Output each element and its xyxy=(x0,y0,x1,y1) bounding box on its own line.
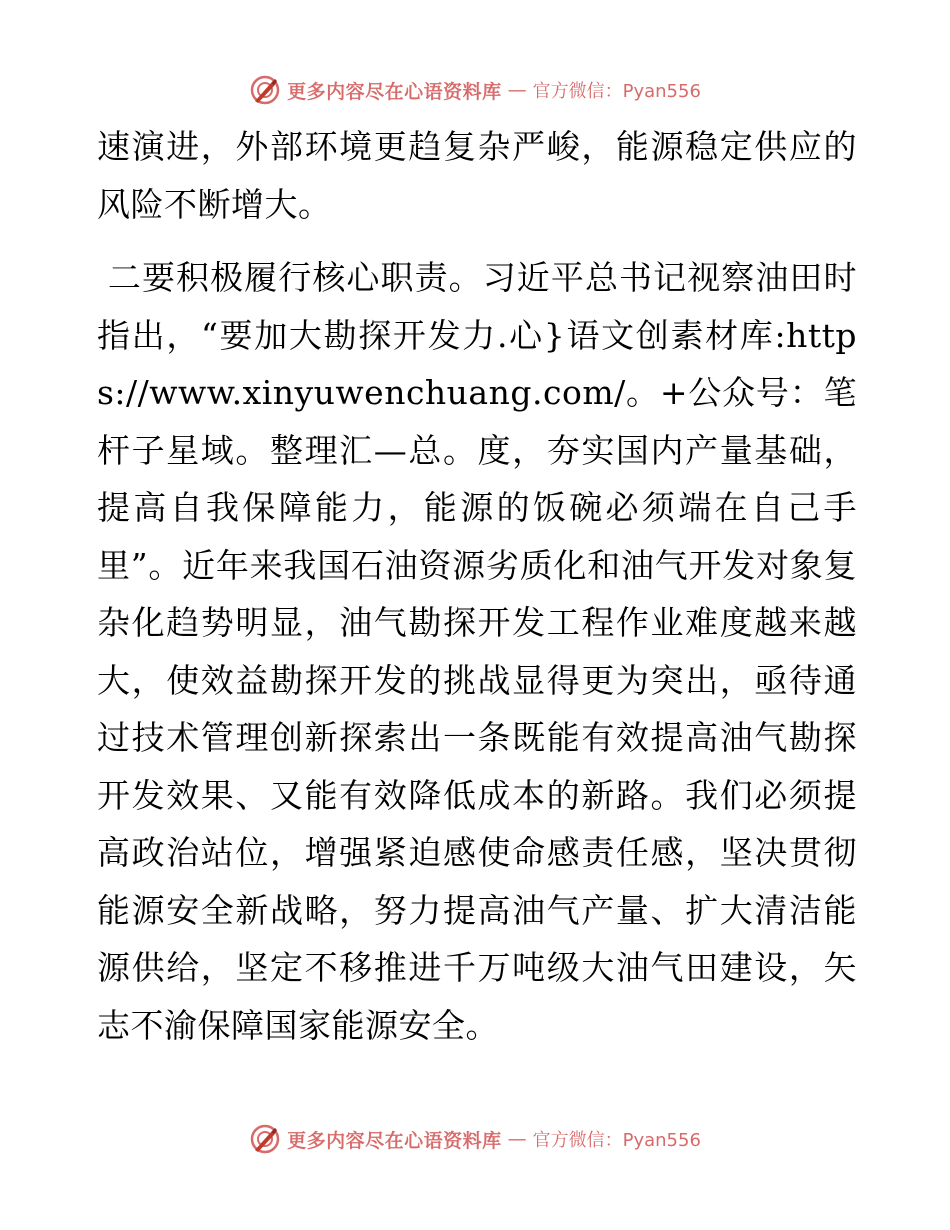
pen-logo-icon xyxy=(249,1123,281,1155)
watermark-text: 更多内容尽在心语资料库 xyxy=(287,1129,502,1152)
watermark-separator: — xyxy=(507,79,527,101)
watermark-separator: — xyxy=(507,1128,527,1150)
paragraph-core-duty: 二要积极履行核心职责。习近平总书记视察油田时指出，“要加大勘探开发力.心}语文创素材库:https://www.xinyuwenchuang.com/。+公众号：笔杆子星域。整理汇—总。度，夯实国内产量基础，提高自我保障能力，能源的饭碗必须端在自己手里”。近年来我国石油资源劣质化和油气开发对象复杂化趋势明显，油气勘探开发工程作业难度越来越大，使效益勘探开发的挑战显得更为突出，亟待通过技术管理创新探索出一条既能有效提高油气勘探开发效果、又能有效降低成本的新路。我们必须提高政治站位，增强紧迫感使命感责任感，坚决贯彻能源安全新战略，努力提高油气产量、扩大清洁能源供给，坚定不移推进千万吨级大油气田建设，矢志不渝保障国家能源安全。 xyxy=(97,258,857,1045)
paragraph-continuation: 速演进，外部环境更趋复杂严峻，能源稳定供应的风险不断增大。 xyxy=(97,127,857,224)
watermark-contact: 官方微信：Pyan556 xyxy=(532,1130,701,1151)
header-watermark xyxy=(0,70,950,110)
watermark-contact: 官方微信：Pyan556 xyxy=(532,81,701,102)
pen-logo-icon xyxy=(249,74,281,106)
watermark-text: 更多内容尽在心语资料库 xyxy=(287,80,502,103)
footer-watermark xyxy=(0,1119,950,1159)
document-body xyxy=(97,118,857,1054)
